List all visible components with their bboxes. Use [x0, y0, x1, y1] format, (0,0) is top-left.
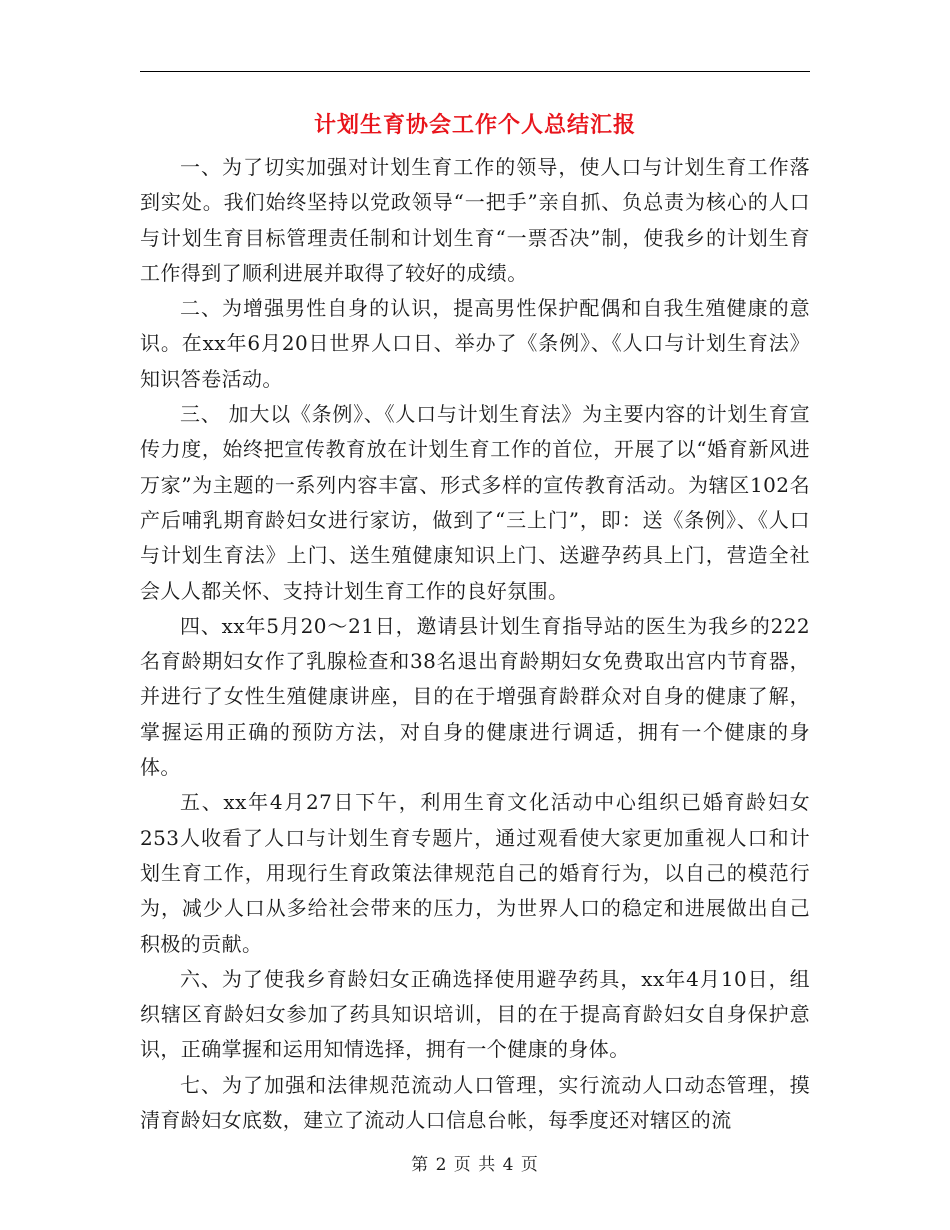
paragraph-3: 三、 加大以《条例》、《人口与计划生育法》为主要内容的计划生育宣传力度，始终把宣传教育放在计划生育工作的首位，开展了以“婚育新风进万家”为主题的一系列内容丰富、形式多样的宣传教育活动。为辖区102名产后哺乳期育龄妇女进行家访，做到了“三上门”，即：送《条例》、《人口与计划生育法》上门、送生殖健康知识上门、送避孕药具上门，营造全社会人人都关怀、支持计划生育工作的良好氛围。: [140, 402, 810, 603]
paragraph-1: 一、为了切实加强对计划生育工作的领导，使人口与计划生育工作落到实处。我们始终坚持以党政领导“一把手”亲自抓、负总责为核心的人口与计划生育目标管理责任制和计划生育“一票否决”制，使我乡的计划生育工作得到了顺利进展并取得了较好的成绩。: [140, 155, 810, 285]
paragraph-4: 四、xx年5月20～21日，邀请县计划生育指导站的医生为我乡的222名育龄期妇女作了乳腺检查和38名退出育龄期妇女免费取出宫内节育器，并进行了女性生殖健康讲座，目的在于增强育龄群众对自身的健康了解，掌握运用正确的预防方法，对自身的健康进行调适，拥有一个健康的身体。: [140, 613, 810, 780]
paragraph-6: 六、为了使我乡育龄妇女正确选择使用避孕药具，xx年4月10日，组织辖区育龄妇女参加了药具知识培训，目的在于提高育龄妇女自身保护意识，正确掌握和运用知情选择，拥有一个健康的身体。: [140, 966, 810, 1062]
page-footer: 第 2 页 共 4 页: [411, 1155, 539, 1175]
paragraph-5: 五、xx年4月27日下午，利用生育文化活动中心组织已婚育龄妇女253人收看了人口与计划生育专题片，通过观看使大家更加重视人口和计划生育工作，用现行生育政策法律规范自己的婚育行为，以自己的模范行为，减少人口从多给社会带来的压力，为世界人口的稳定和进展做出自己积极的贡献。: [140, 790, 810, 956]
header-rule: [140, 71, 810, 72]
document-title: 计划生育协会工作个人总结汇报: [313, 112, 636, 138]
paragraph-7: 七、为了加强和法律规范流动人口管理，实行流动人口动态管理，摸清育龄妇女底数，建立了流动人口信息台帐，每季度还对辖区的流: [140, 1072, 810, 1133]
paragraph-2: 二、为增强男性自身的认识，提高男性保护配偶和自我生殖健康的意识。在xx年6月20日世界人口日、举办了《条例》、《人口与计划生育法》知识答卷活动。: [140, 296, 810, 391]
document-body: [140, 150, 810, 1138]
